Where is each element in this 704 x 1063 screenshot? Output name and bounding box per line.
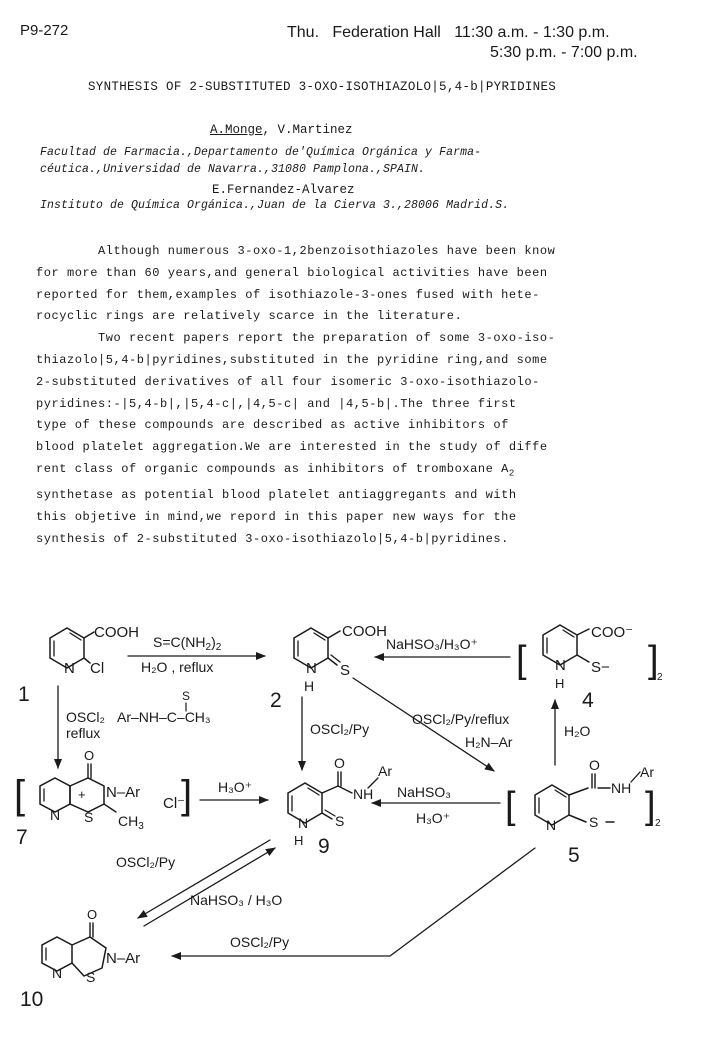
reagent-thionyl-chloride: OSCl₂	[66, 709, 105, 725]
abstract-line: Two recent papers report the preparation of some 3-oxo-iso-	[36, 331, 556, 346]
arrow-1-to-2	[128, 634, 265, 675]
poster-code: P9-272	[20, 22, 69, 39]
reagent-thiourea: $S=C(NH_2)_2$	[153, 634, 222, 653]
abstract-line: rocyclic rings are relatively scarce in the literature.	[36, 309, 463, 324]
compound-number-4: 4	[582, 689, 594, 712]
compound-2	[270, 623, 387, 712]
methyl-group: $CH_3$	[118, 813, 144, 832]
thioamide-sulfur: S	[182, 689, 191, 703]
bracket-right: ]	[648, 639, 659, 681]
abstract-subscript: 2	[508, 468, 515, 479]
arrow-1-to-7	[58, 686, 211, 768]
pyridine-nitrogen: N	[298, 815, 309, 831]
reagent-thionyl-pyridine: OSCl₂/Py	[310, 721, 370, 737]
compound-4	[516, 624, 663, 712]
abstract-line: reported for them,examples of isothiazole-3-ones fused with hete-	[36, 287, 540, 302]
abstract-body	[36, 241, 666, 551]
reagent-arylamine: H₂N–Ar	[465, 734, 513, 750]
compound-number-9: 9	[318, 835, 330, 858]
session-time-1: 11:30 a.m. - 1:30 p.m.	[454, 24, 610, 41]
disulfide-sulfur: S	[589, 814, 599, 830]
arrow-7-to-9	[200, 779, 268, 800]
compound-1	[18, 624, 139, 706]
carboxylic-acid-group: COOH	[94, 624, 139, 641]
authors-line-1	[210, 123, 353, 137]
aryl-group: Ar	[640, 764, 654, 780]
compound-number-2: 2	[270, 689, 282, 712]
carbonyl-oxygen: O	[334, 755, 345, 771]
abstract-line: pyridines:-|5,4-b|,|5,4-c|,|4,5-c| and |4,5-b|.The three first	[36, 396, 517, 411]
session-time-2: 5:30 p.m. - 7:00 p.m.	[490, 44, 638, 61]
compound-number-1: 1	[18, 683, 30, 706]
reagent-bisulfite: NaHSO₃	[397, 784, 451, 800]
reagent-reflux: reflux	[66, 725, 101, 741]
pyridine-nitrogen: N	[64, 660, 75, 677]
co-author: , V.Martinez	[262, 123, 353, 137]
pyridine-nitrogen: N	[306, 660, 317, 677]
affiliation-1-line-1: Facultad de Farmacia.,Departamento de'Química Orgánica y Farma-	[40, 146, 482, 159]
carboxylate-group: COO⁻	[591, 624, 634, 641]
bracket-left: [	[14, 773, 26, 817]
compound-number-10: 10	[20, 988, 44, 1011]
reagent-thionyl-pyridine: OSCl₂/Py	[116, 854, 176, 870]
nitrogen-hydrogen: H	[304, 678, 315, 694]
reagent-bisulfite-acid: NaHSO₃/H₃O⁺	[386, 636, 478, 652]
carboxylic-acid-group: COOH	[342, 623, 387, 640]
session-schedule	[287, 24, 610, 42]
reagent-water: H₂O	[564, 723, 591, 739]
nitrogen-hydrogen: H	[294, 833, 304, 848]
bracket-left: [	[516, 639, 527, 681]
reagent-thionyl-reflux: OSCl₂/Py/reflux	[412, 711, 510, 727]
bracket-right: ]	[645, 785, 656, 827]
chloride-counterion: Cl⁻	[163, 795, 186, 812]
reaction-scheme	[0, 600, 704, 1063]
compound-10	[20, 907, 140, 1011]
ring-sulfur: S	[84, 809, 94, 825]
arrow-5-to-9	[372, 784, 500, 826]
reagent-acid: H₃O⁺	[218, 779, 253, 795]
carbonyl-oxygen: O	[87, 907, 98, 922]
compound-7	[14, 748, 192, 849]
abstract-line: synthetase as potential blood platelet antiaggregants and with	[36, 488, 517, 503]
pyridine-nitrogen: N	[546, 817, 557, 833]
reagent-water-reflux: H₂O , reflux	[141, 659, 214, 675]
pyridine-nitrogen: N	[52, 965, 63, 981]
carbonyl-oxygen: O	[84, 748, 95, 763]
thione-sulfur: S	[340, 662, 351, 679]
abstract-line: synthesis of 2-substituted 3-oxo-isothiazolo|5,4-b|pyridines.	[36, 531, 509, 546]
reagent-bisulfite-water: NaHSO₃ / H₃O	[190, 892, 283, 908]
abstract-line-text: rent class of organic compounds as inhibitors of tromboxane A	[36, 461, 509, 476]
abstract-line: 2-substituted derivatives of all four isomeric 3-oxo-isothiazolo-	[36, 374, 540, 389]
abstract-line: for more than 60 years,and general biological activities have been	[36, 265, 548, 280]
carbonyl-oxygen: O	[589, 757, 600, 773]
aryl-nitrogen: N–Ar	[106, 784, 141, 801]
ring-sulfur: S	[86, 969, 96, 985]
arrow-2-to-5	[353, 678, 513, 771]
affiliation-1-line-2: céutica.,Universidad de Navarra.,31080 Pamplona.,SPAIN.	[40, 163, 426, 176]
aryl-nitrogen: N–Ar	[106, 950, 141, 967]
bracket-left: [	[505, 785, 516, 827]
compound-9	[288, 755, 392, 858]
dimer-subscript: 2	[657, 672, 663, 683]
abstract-line: blood platelet aggregation.We are interested in the study of diffe	[36, 440, 548, 455]
presenting-author: A.Monge	[210, 123, 263, 137]
thiolate-group: S−	[591, 659, 610, 676]
amide-nh: NH	[353, 786, 374, 802]
dimer-subscript: 2	[655, 818, 661, 829]
session-venue: Federation Hall	[332, 24, 441, 41]
abstract-line: this objetive in mind,we repord in this paper new ways for the	[36, 509, 517, 524]
reagent-thioacetanilide: Ar–NH–C–CH₃	[117, 709, 211, 725]
abstract-line: thiazolo|5,4-b|pyridines,substituted in the pyridine ring,and some	[36, 352, 548, 367]
abstract-line: Although numerous 3-oxo-1,2benzoisothiazoles have been know	[36, 244, 556, 258]
paper-title: SYNTHESIS OF 2-SUBSTITUTED 3-OXO-ISOTHIAZOLO|5,4-b|PYRIDINES	[88, 80, 557, 94]
chloro-group: Cl	[90, 660, 105, 677]
aryl-group: Ar	[378, 763, 392, 779]
pyridine-nitrogen: N	[50, 807, 61, 823]
abstract-line: type of these compounds are described as active inhibitors of	[36, 418, 509, 433]
positive-charge: +	[78, 787, 86, 802]
pyridine-nitrogen: N	[555, 657, 566, 674]
affiliation-2: Instituto de Química Orgánica.,Juan de la Cierva 3.,28006 Madrid.S.	[40, 199, 510, 212]
arrow-4-to-2	[375, 636, 510, 657]
session-day: Thu.	[287, 24, 320, 41]
amide-nh: NH	[611, 780, 632, 796]
compound-number-5: 5	[568, 844, 580, 867]
abstract-line	[36, 459, 666, 485]
compound-number-7: 7	[16, 826, 28, 849]
authors-line-2: E.Fernandez-Alvarez	[212, 183, 355, 197]
compound-5	[505, 757, 661, 867]
reagent-acid: H₃O⁺	[416, 810, 451, 826]
reagent-thionyl-pyridine: OSCl₂/Py	[230, 934, 290, 950]
bracket-right: ]	[181, 773, 193, 817]
thione-sulfur: S	[335, 813, 345, 829]
nitrogen-hydrogen: H	[555, 676, 565, 691]
